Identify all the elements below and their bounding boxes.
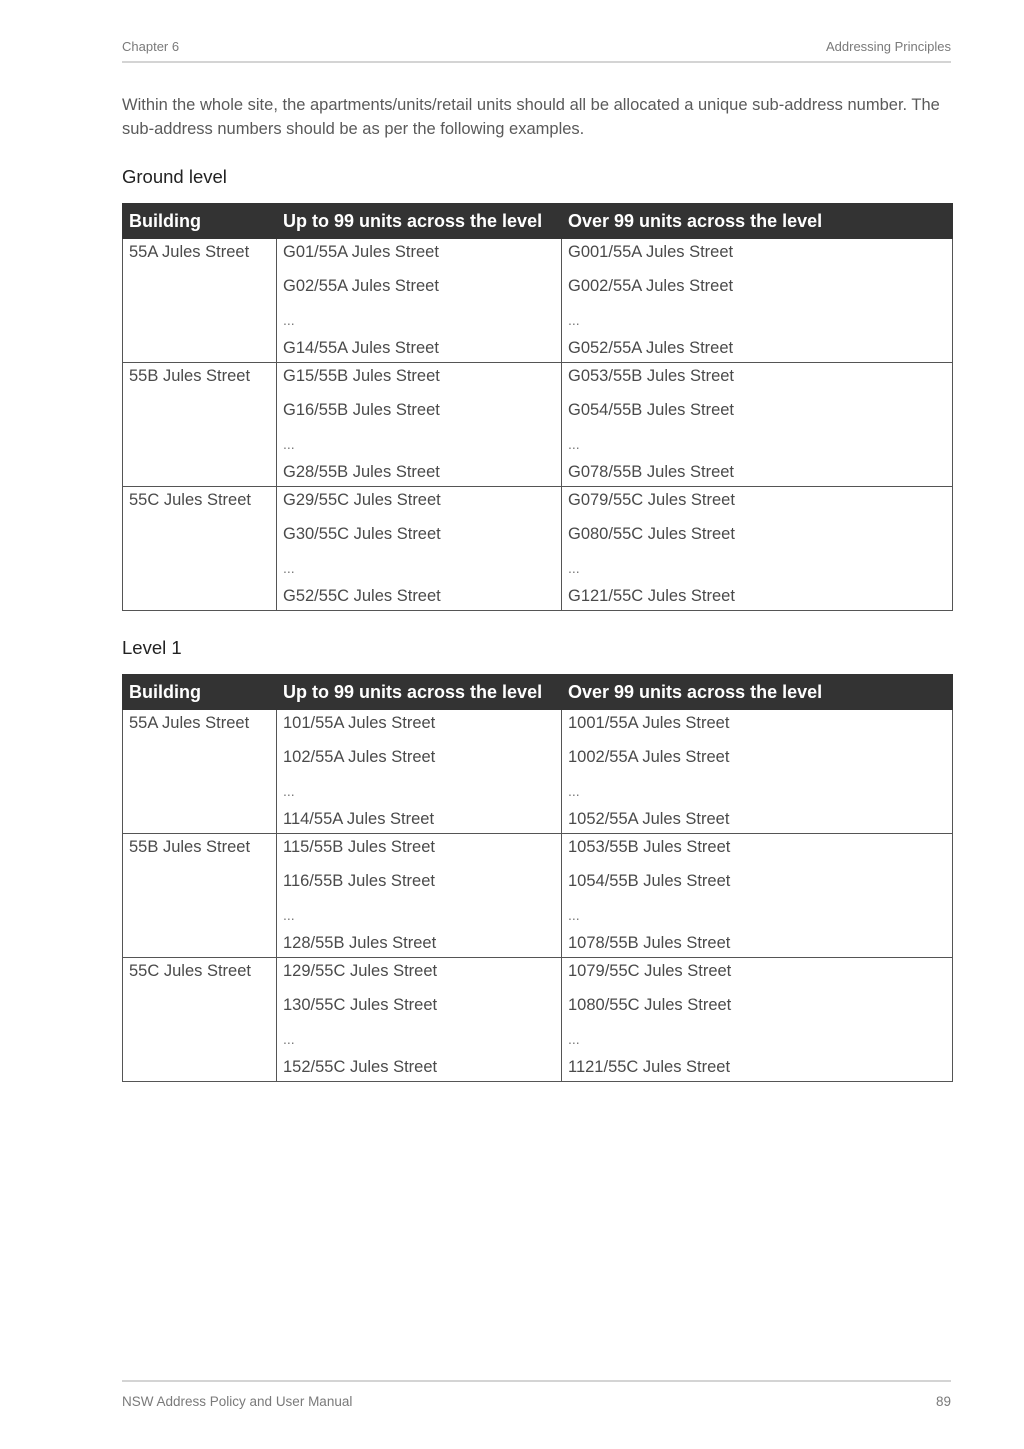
sub-address: G080/55C Jules Street [568,525,735,543]
ellipsis: ... [568,1031,580,1047]
building-cell: 55C Jules Street [129,491,251,509]
up-to-99-cell [277,487,561,610]
sub-address: 1078/55B Jules Street [568,934,731,952]
page-footer [122,1380,951,1409]
table-row [123,239,953,363]
sub-address: G053/55B Jules Street [568,367,735,385]
manual-title: NSW Address Policy and User Manual [122,1394,353,1409]
sub-address: G01/55A Jules Street [283,243,439,261]
sub-address: 102/55A Jules Street [283,748,436,766]
table-row [123,363,953,487]
section-label: Addressing Principles [825,39,951,54]
table-row [123,958,953,1082]
column-header-building: Building [123,204,277,239]
sub-address: 115/55B Jules Street [283,838,435,856]
ellipsis: ... [283,907,295,923]
over-99-cell [562,834,952,957]
up-to-99-cell [277,834,561,957]
ellipsis: ... [568,907,580,923]
sub-address: 129/55C Jules Street [283,962,438,980]
over-99-cell [562,958,952,1081]
sub-address: G02/55A Jules Street [283,277,439,295]
up-to-99-cell [277,239,561,362]
sub-address: G52/55C Jules Street [283,587,441,605]
sub-address: G079/55C Jules Street [568,491,735,509]
table-header-row [123,675,953,710]
ground-level-table [122,203,953,611]
page-number: 89 [935,1394,951,1409]
page-header [122,37,951,63]
sub-address: 1002/55A Jules Street [568,748,730,766]
over-99-cell [562,363,952,486]
sub-address: 101/55A Jules Street [283,714,436,732]
sub-address: G078/55B Jules Street [568,463,735,481]
column-header-up-to-99: Up to 99 units across the level [277,675,562,710]
over-99-cell [562,239,952,362]
sub-address: 1054/55B Jules Street [568,872,731,890]
table-row [123,710,953,834]
intro-paragraph: Within the whole site, the apartments/units/retail units should all be allocated a unique sub-address number. The sub-address numbers should be as per the following examples. [122,96,940,138]
level-1-table [122,674,953,1082]
over-99-cell [562,710,952,833]
chapter-label: Chapter 6 [122,39,180,54]
ellipsis: ... [568,783,580,799]
sub-address: G15/55B Jules Street [283,367,440,385]
up-to-99-cell [277,363,561,486]
over-99-cell [562,487,952,610]
building-cell: 55A Jules Street [129,243,250,261]
building-cell: 55B Jules Street [129,367,251,385]
level-1-title: Level 1 [122,637,182,658]
ground-level-title: Ground level [122,166,227,187]
sub-address: G29/55C Jules Street [283,491,441,509]
ellipsis: ... [283,1031,295,1047]
ellipsis: ... [568,312,580,328]
sub-address: G30/55C Jules Street [283,525,441,543]
sub-address: G16/55B Jules Street [283,401,440,419]
table-header-row [123,204,953,239]
building-cell: 55A Jules Street [129,714,250,732]
ellipsis: ... [568,436,580,452]
sub-address: G001/55A Jules Street [568,243,734,261]
ellipsis: ... [283,312,295,328]
table-row [123,487,953,611]
sub-address: 152/55C Jules Street [283,1058,438,1076]
building-cell: 55B Jules Street [129,838,251,856]
sub-address: G054/55B Jules Street [568,401,735,419]
column-header-up-to-99: Up to 99 units across the level [277,204,562,239]
building-cell: 55C Jules Street [129,962,251,980]
column-header-over-99: Over 99 units across the level [562,675,953,710]
column-header-over-99: Over 99 units across the level [562,204,953,239]
sub-address: G28/55B Jules Street [283,463,440,481]
sub-address: 1080/55C Jules Street [568,996,732,1014]
ellipsis: ... [568,560,580,576]
sub-address: 1121/55C Jules Street [568,1058,731,1076]
sub-address: 130/55C Jules Street [283,996,438,1014]
sub-address: 1053/55B Jules Street [568,838,731,856]
ellipsis: ... [283,436,295,452]
sub-address: G14/55A Jules Street [283,339,439,357]
sub-address: G052/55A Jules Street [568,339,734,357]
sub-address: 1079/55C Jules Street [568,962,732,980]
sub-address: G002/55A Jules Street [568,277,734,295]
ellipsis: ... [283,560,295,576]
sub-address: 1052/55A Jules Street [568,810,730,828]
sub-address: 128/55B Jules Street [283,934,437,952]
column-header-building: Building [123,675,277,710]
ellipsis: ... [283,783,295,799]
sub-address: 116/55B Jules Street [283,872,435,890]
table-row [123,834,953,958]
up-to-99-cell [277,958,561,1081]
sub-address: G121/55C Jules Street [568,587,735,605]
sub-address: 114/55A Jules Street [283,810,435,828]
sub-address: 1001/55A Jules Street [568,714,730,732]
up-to-99-cell [277,710,561,833]
